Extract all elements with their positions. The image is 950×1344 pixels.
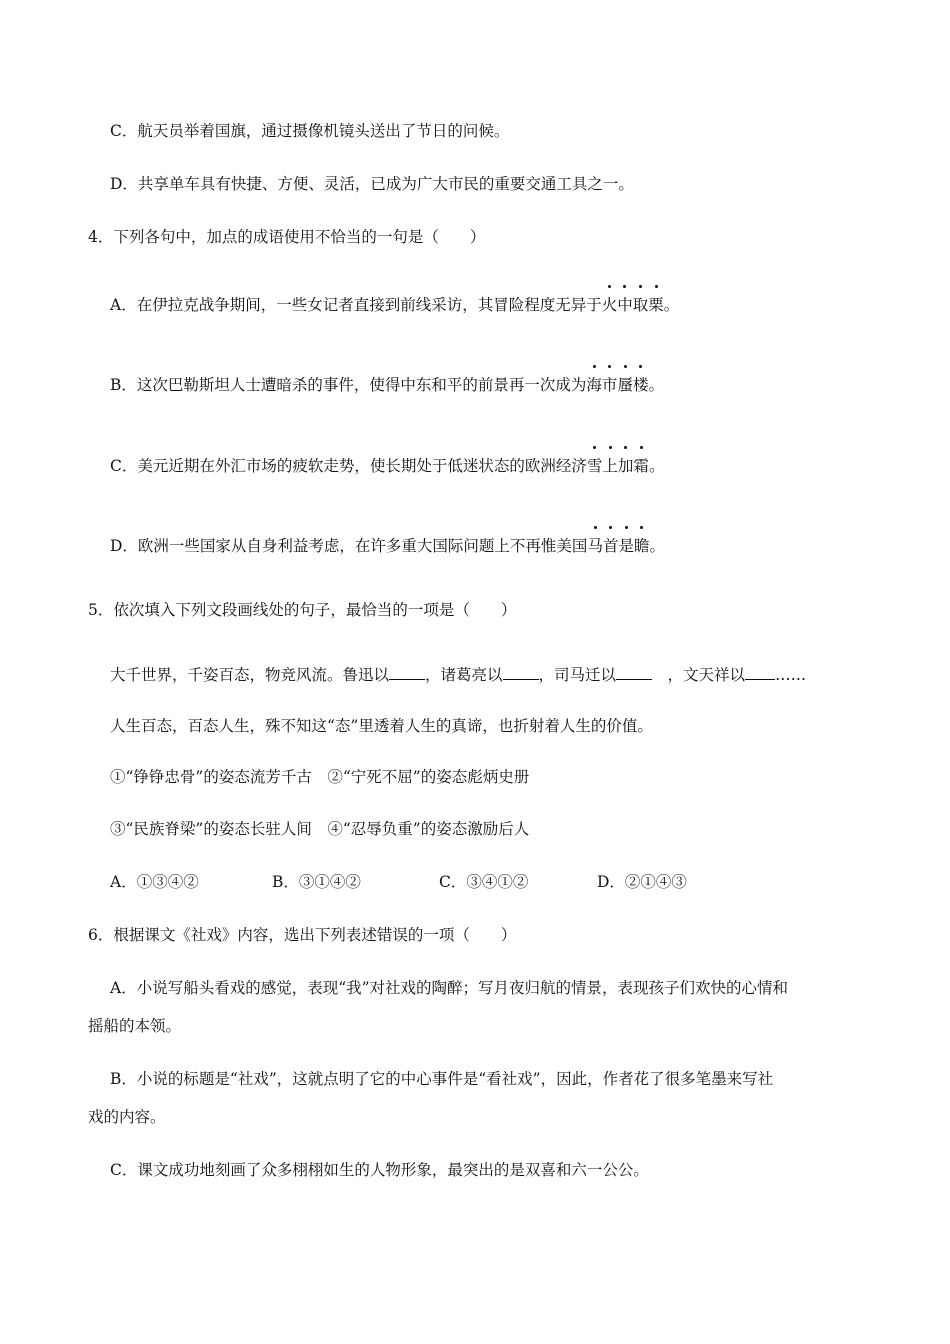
q4-option-a (110, 294, 679, 316)
dotted-char: 蜃 (617, 374, 633, 396)
q4-option-b (110, 374, 664, 396)
dotted-char: 火 (602, 294, 618, 316)
q3-option-d: D．共享单车具有快捷、方便、灵活，已成为广大市民的重要交通工具之一。 (110, 175, 634, 193)
passage-text: 大千世界，千姿百态，物竞风流。鲁迅以 (110, 666, 390, 684)
dotted-char: 霜 (633, 455, 649, 477)
dotted-char: 楼 (633, 374, 649, 396)
option-text: B．这次巴勒斯坦人士遭暗杀的事件，使得中东和平的前景再一次成为 (110, 376, 587, 394)
q6-option-b-line1: B．小说的标题是“社戏”，这就点明了它的中心事件是“看社戏”，因此，作者花了很多笔墨来写社 (110, 1070, 774, 1088)
option-text: D．欧洲一些国家从自身利益考虑，在许多重大国际问题上不再惟美国 (110, 537, 588, 555)
dotted-char: 马 (587, 535, 603, 557)
q4-stem: 4．下列各句中，加点的成语使用不恰当的一句是（ ） (88, 228, 486, 246)
q5-stem: 5．依次填入下列文段画线处的句子，最恰当的一项是（ ） (88, 601, 517, 619)
q5-choice-b: B．③①④② (272, 873, 361, 891)
q5-items-line1: ①“铮铮忠骨”的姿态流芳千古 ②“宁死不屈”的姿态彪炳史册 (110, 768, 530, 786)
dotted-char: 雪 (587, 455, 603, 477)
dotted-char: 首 (603, 535, 619, 557)
fill-blank (503, 663, 539, 680)
fill-blank (389, 663, 425, 680)
passage-text: …… (775, 666, 807, 684)
option-end: 。 (649, 537, 666, 555)
q6-option-c: C．课文成功地刻画了众多栩栩如生的人物形象，最突出的是双喜和六一公公。 (110, 1161, 649, 1179)
dotted-char: 加 (618, 455, 634, 477)
q6-option-b-line2: 戏的内容。 (88, 1108, 166, 1126)
q5-choice-c: C．③④①② (439, 873, 529, 891)
dotted-char: 是 (618, 535, 634, 557)
dotted-char: 市 (602, 374, 618, 396)
q6-option-a-line1: A．小说写船头看戏的感觉，表现“我”对社戏的陶醉；写月夜归航的情景，表现孩子们欢快的心情和 (110, 979, 789, 997)
q5-choice-a: A．①③④② (110, 873, 199, 891)
q5-choice-d: D．②①④③ (597, 873, 687, 891)
q5-passage-line2: 人生百态，百态人生，殊不知这“态”里透着人生的真谛，也折射着人生的价值。 (110, 717, 653, 735)
option-end: 。 (663, 296, 680, 314)
q5-items-line2: ③“民族脊梁”的姿态长驻人间 ④“忍辱负重”的姿态激励后人 (110, 820, 530, 838)
dotted-char: 中 (617, 294, 633, 316)
option-text: A．在伊拉克战争期间，一些女记者直接到前线采访，其冒险程度无异于 (110, 296, 602, 314)
dotted-char: 瞻 (634, 535, 650, 557)
q6-stem: 6．根据课文《社戏》内容，选出下列表述错误的一项（ ） (88, 926, 517, 944)
fill-blank (745, 663, 775, 680)
passage-text: ，司马迁以 (538, 666, 617, 684)
option-end: 。 (648, 376, 664, 394)
dotted-char: 栗 (648, 294, 664, 316)
option-end: 。 (648, 457, 665, 475)
option-text: C．美元近期在外汇市场的疲软走势，使长期处于低迷状态的欧洲经济 (110, 457, 587, 475)
dotted-char: 海 (586, 374, 602, 396)
q6-option-a-line2: 摇船的本领。 (88, 1017, 182, 1035)
fill-blank (616, 663, 652, 680)
dotted-char: 取 (633, 294, 649, 316)
passage-text: ，诸葛亮以 (425, 666, 503, 684)
q5-passage-line1 (110, 663, 806, 686)
dotted-char: 上 (602, 455, 618, 477)
passage-text: ，文天祥以 (652, 666, 746, 684)
q4-option-c (110, 455, 664, 477)
q3-option-c: C．航天员举着国旗，通过摄像机镜头送出了节日的问候。 (110, 122, 510, 140)
q4-option-d (110, 535, 665, 557)
